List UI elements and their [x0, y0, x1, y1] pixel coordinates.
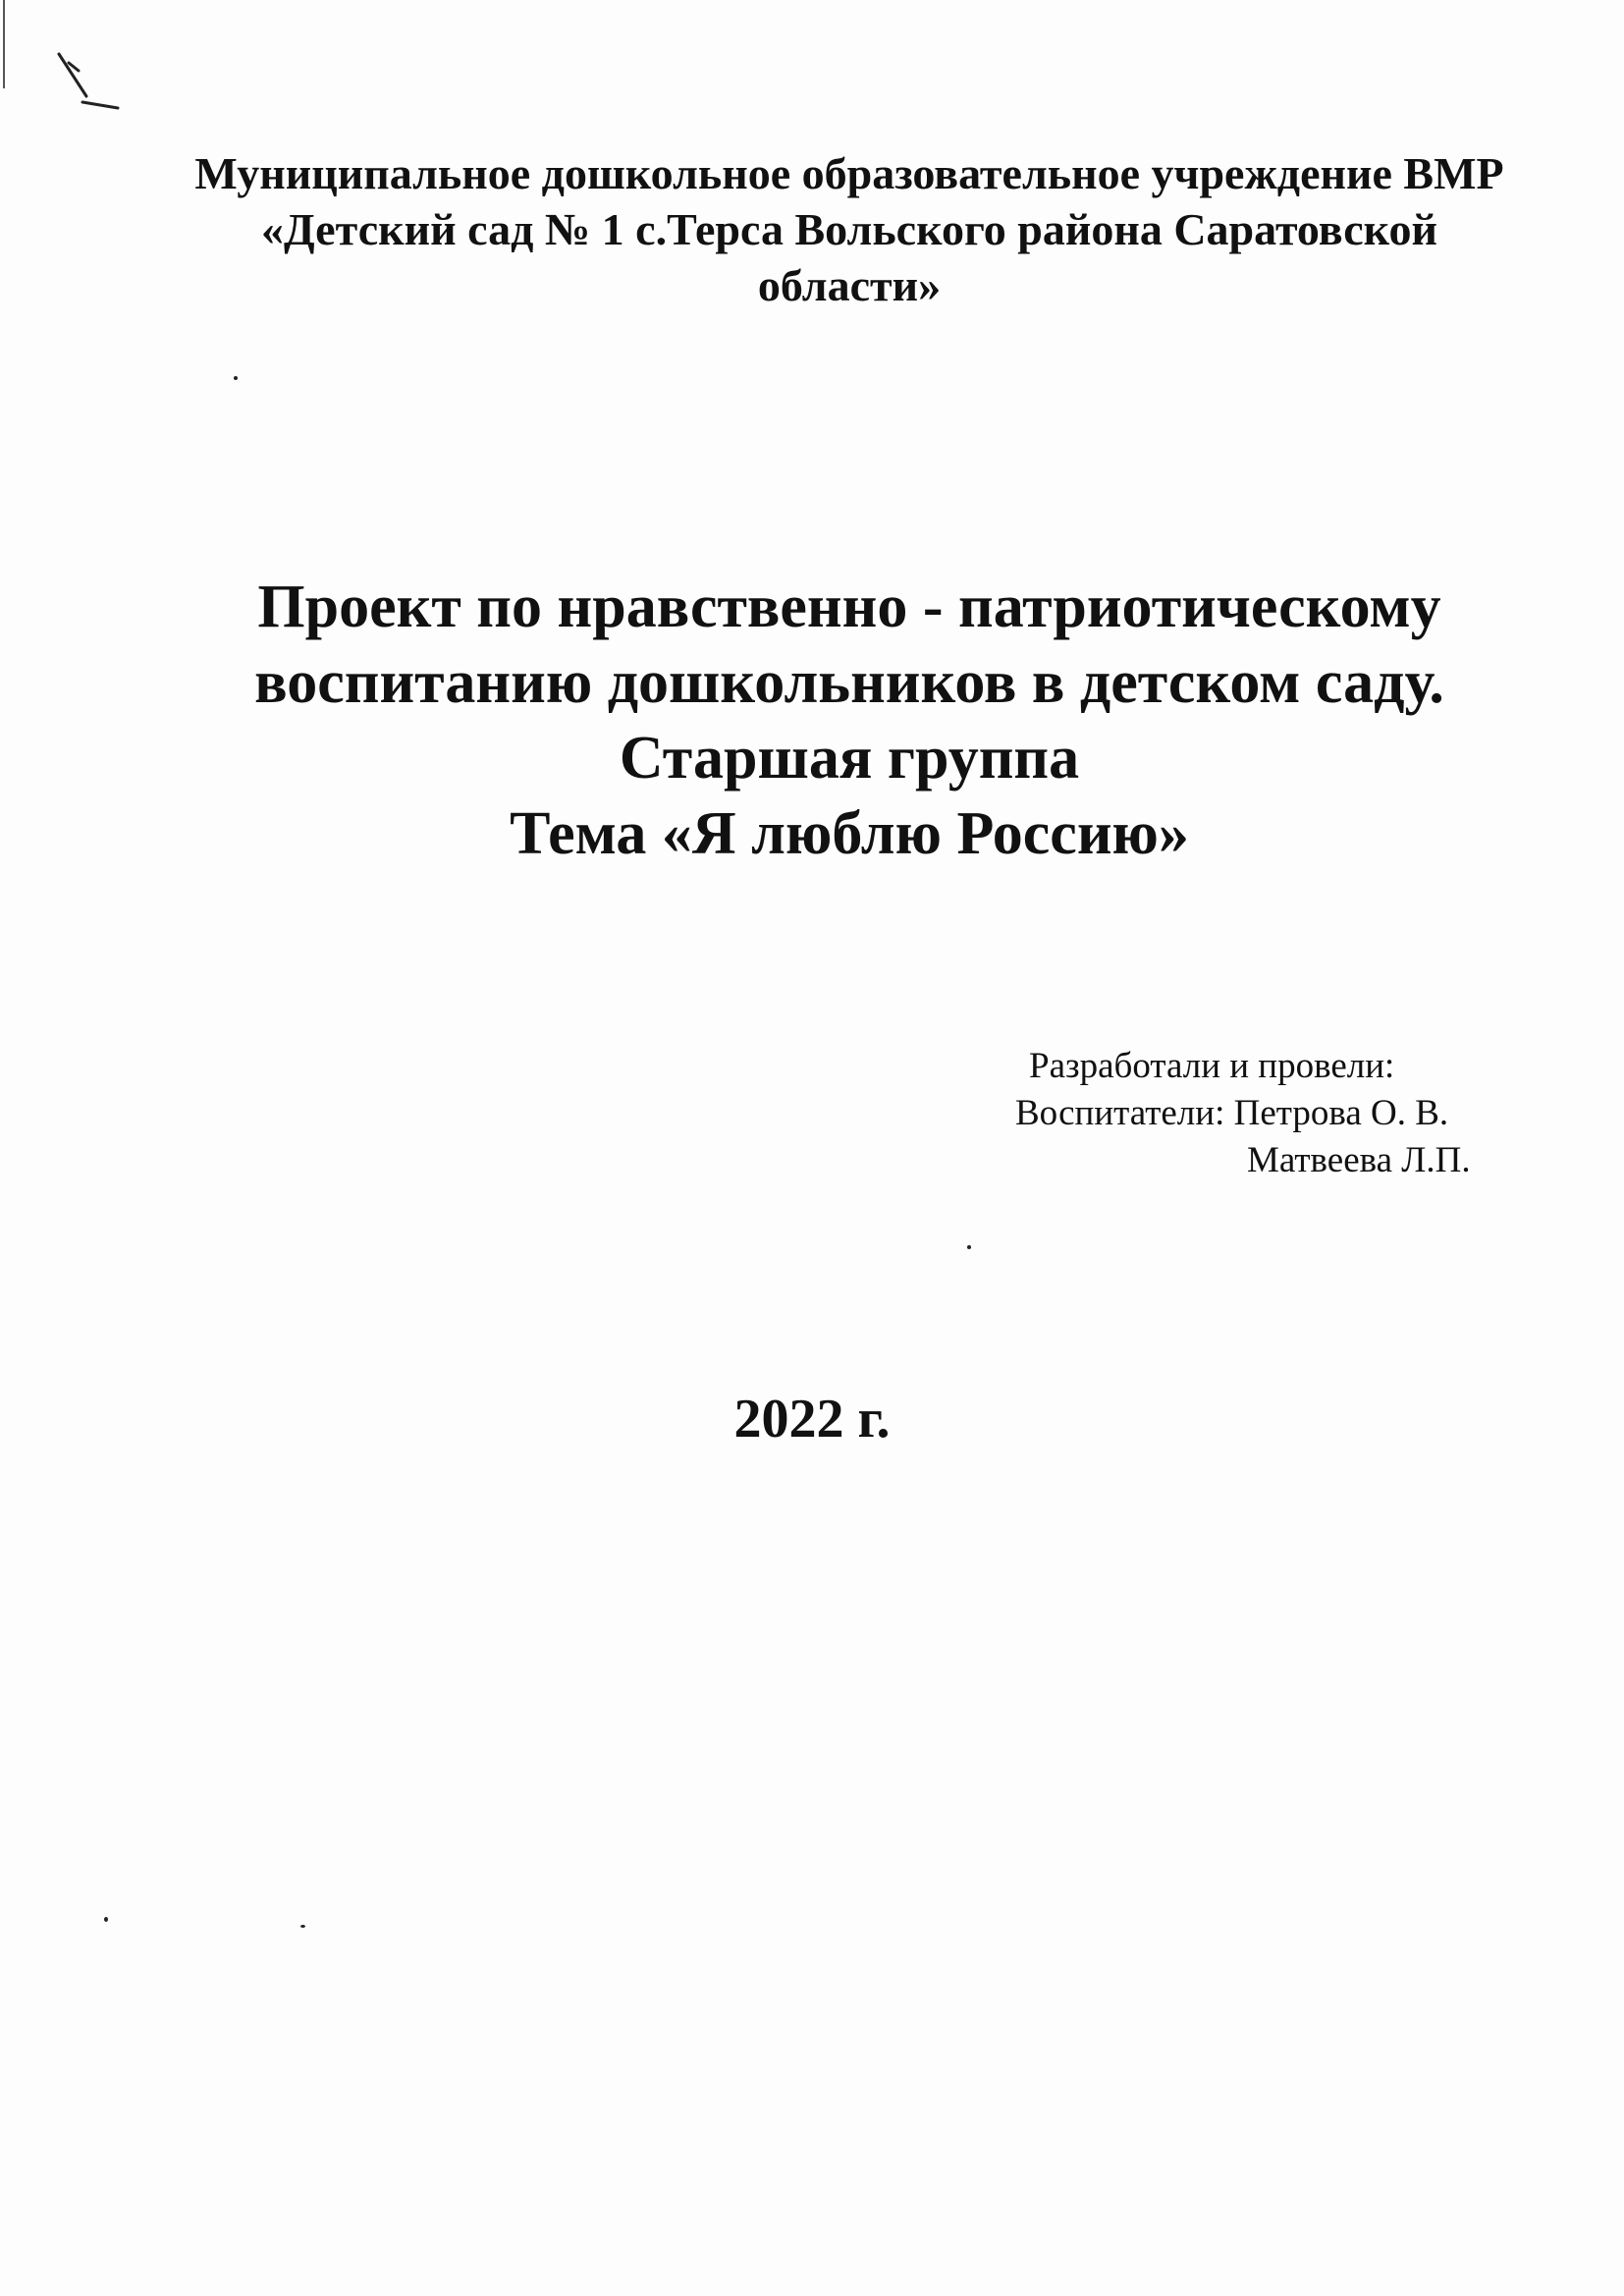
project-title — [147, 570, 1551, 872]
scan-speck — [104, 1917, 108, 1922]
title-line: воспитанию дошкольников в детском саду. — [254, 649, 1444, 716]
institution-heading — [147, 145, 1551, 313]
authors-intro: Разработали и провели: — [1029, 1046, 1395, 1086]
institution-line: Муниципальное дошкольное образовательное учреждение ВМР — [194, 148, 1504, 198]
scan-speck — [300, 1925, 305, 1928]
author-name: Воспитатели: Петрова О. В. — [1015, 1093, 1449, 1133]
document-year: 2022 г. — [733, 1389, 891, 1449]
scan-edge-artifact — [3, 0, 5, 88]
scan-speck — [967, 1245, 971, 1249]
author-name: Матвеева Л.П. — [1247, 1140, 1471, 1180]
scan-speck — [234, 376, 238, 380]
institution-line: «Детский сад № 1 с.Терса Вольского района Саратовской — [260, 204, 1438, 254]
handwritten-corner-mark — [39, 49, 128, 118]
title-line: Тема «Я люблю Россию» — [510, 800, 1189, 867]
title-line: Проект по нравственно - патриотическому — [257, 574, 1441, 640]
institution-line: области» — [757, 260, 942, 310]
title-line: Старшая группа — [619, 725, 1080, 792]
